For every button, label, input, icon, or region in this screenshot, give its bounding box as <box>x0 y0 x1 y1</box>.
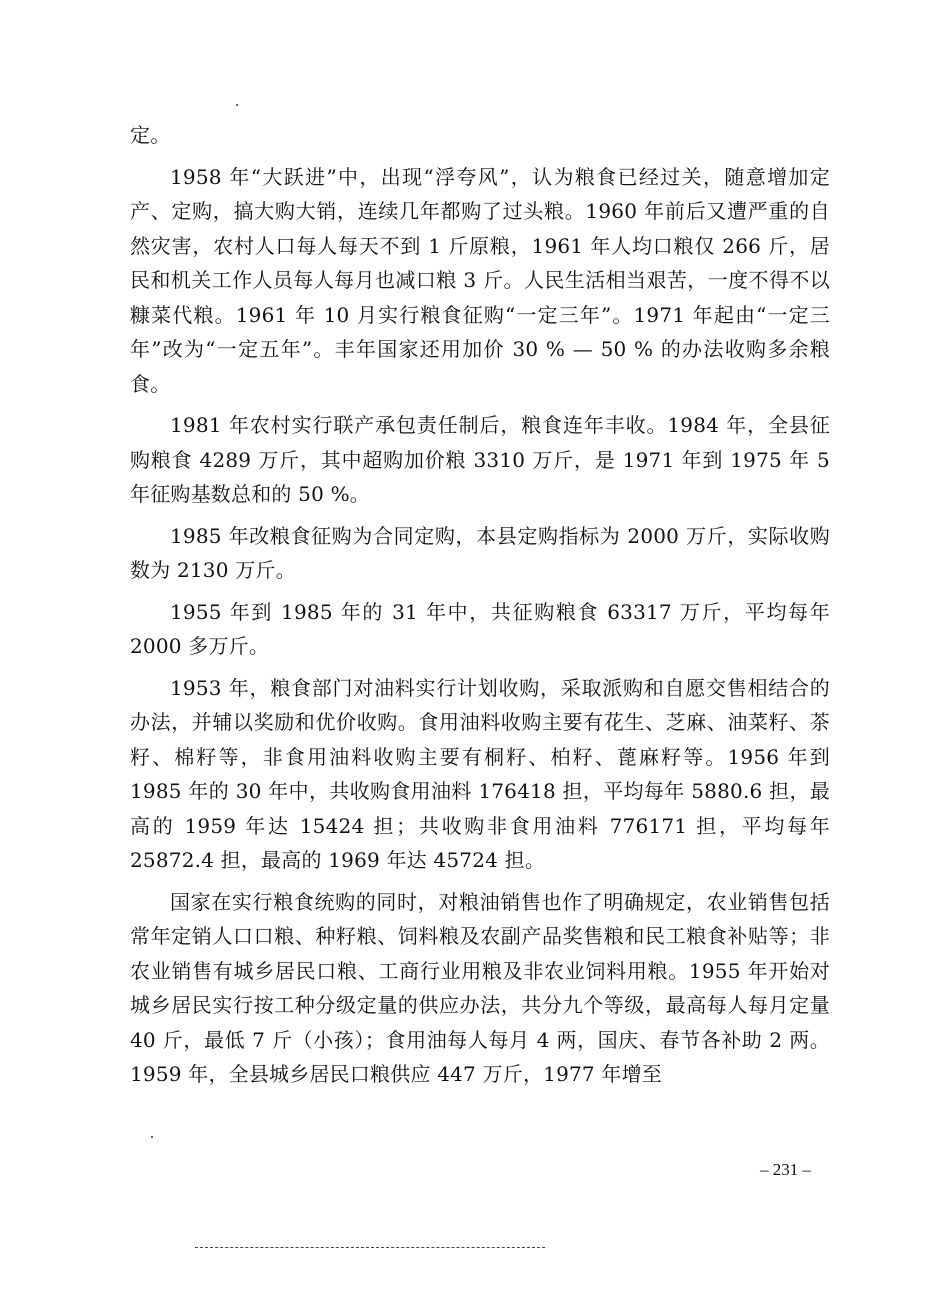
paragraph-6: 1953 年，粮食部门对油料实行计划收购，采取派购和自愿交售相结合的办法，并辅以奖励和优价收购。食用油料收购主要有花生、芝麻、油菜籽、茶籽、棉籽等，非食用油料收购主要有桐籽、柏籽、蓖麻籽等。1956 年到 1985 年的 30 年中，共收购食用油料 176418 担，平均每年 5880.6 担，最高的 1959 年达 15424 担；共收购非食用油料 776171 担，平均每年 25872.4 担，最高的 1969 年达 45724 担。 <box>130 675 830 872</box>
paragraph-2: 1958 年“大跃进”中，出现“浮夸风”，认为粮食已经过关，随意增加定产、定购，搞大购大销，连续几年都购了过头粮。1960 年前后又遭严重的自然灾害，农村人口每人每天不到 1 斤原粮，1961 年人均口粮仅 266 斤，居民和机关工作人员每人每月也减口粮 3 斤。人民生活相当艰苦，一度不得不以糠菜代粮。1961 年 10 月实行粮食征购“一定三年”。1971 年起由“一定三年”改为“一定五年”。丰年国家还用加价 30 % — 50 % 的办法收购多余粮食。 <box>130 164 830 396</box>
paragraph-5: 1955 年到 1985 年的 31 年中，共征购粮食 63317 万斤，平均每年 2000 多万斤。 <box>130 599 830 658</box>
body-text <box>130 118 830 1099</box>
scan-speck <box>151 1136 153 1138</box>
paragraph-4: 1985 年改粮食征购为合同定购，本县定购指标为 2000 万斤，实际收购数为 2130 万斤。 <box>130 523 830 582</box>
paragraph-3: 1981 年农村实行联产承包责任制后，粮食连年丰收。1984 年，全县征购粮食 4289 万斤，其中超购加价粮 3310 万斤，是 1971 年到 1975 年 5 年征购基数总和的 50 %。 <box>130 413 830 506</box>
paragraph-1: 定。 <box>130 123 171 147</box>
scan-edge-line <box>195 1247 545 1248</box>
paragraph-7: 国家在实行粮食统购的同时，对粮油销售也作了明确规定，农业销售包括常年定销人口口粮、种籽粮、饲料粮及农副产品奖售粮和民工粮食补贴等；非农业销售有城乡居民口粮、工商行业用粮及非农业饲料用粮。1955 年开始对城乡居民实行按工种分级定量的供应办法，共分九个等级，最高每人每月定量 40 斤，最低 7 斤（小孩）；食用油每人每月 4 两，国庆、春节各补助 2 两。1959 年，全县城乡居民口粮供应 447 万斤，1977 年增至 <box>130 889 830 1086</box>
scan-speck <box>236 104 238 106</box>
page-number: – 231 – <box>760 1160 811 1179</box>
